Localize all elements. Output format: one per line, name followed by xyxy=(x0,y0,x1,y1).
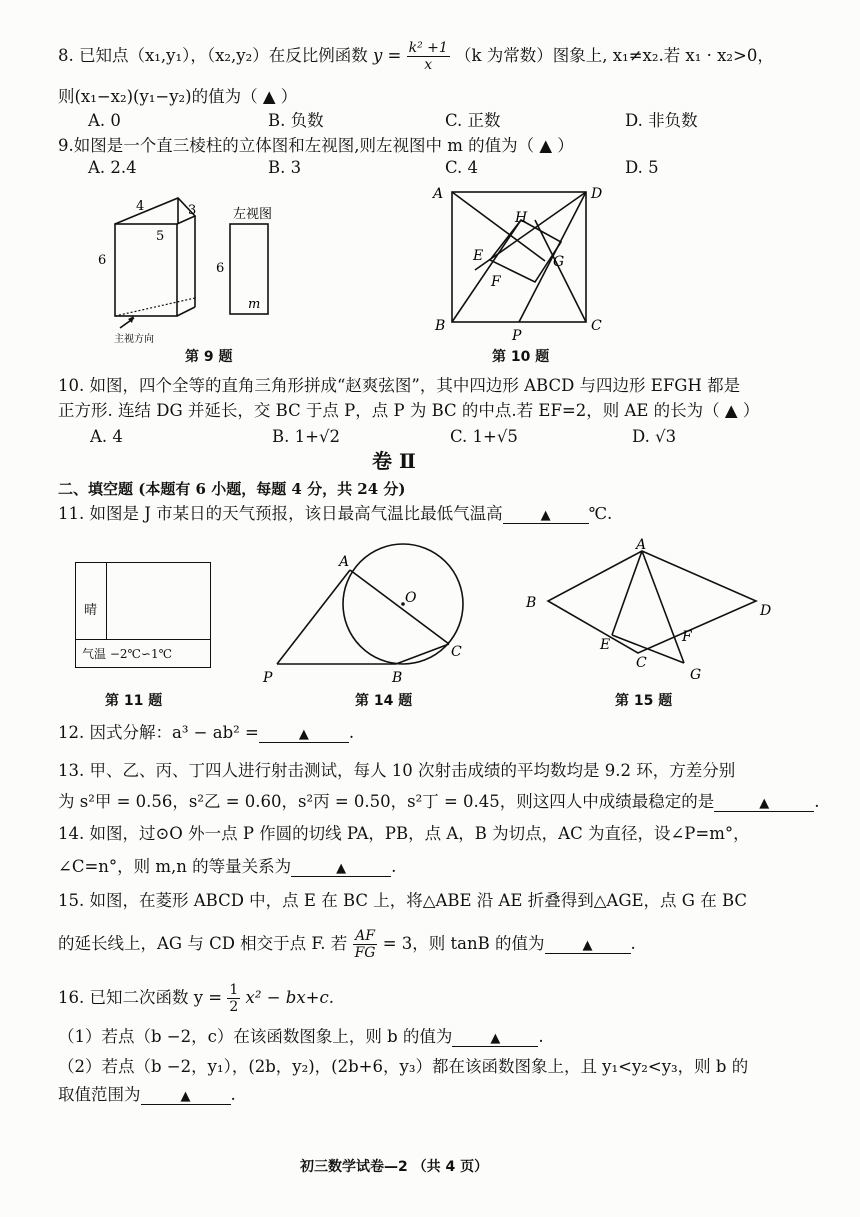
q14-caption: 第 14 题 xyxy=(355,693,413,709)
q16-p2-text: 取值范围为 xyxy=(58,1085,141,1104)
label-4: 4 xyxy=(136,199,145,214)
q11-text: 11. 如图是 J 市某日的天气预报，该日最高气温比最低气温高 xyxy=(58,504,503,523)
q15-blank: ▲ xyxy=(545,935,631,954)
q14-figure xyxy=(255,540,480,690)
q10-line2: 正方形. 连结 DG 并延长，交 BC 于点 P，点 P 为 BC 的中点.若 EF=2，则 AE 的长为（ ▲ ） xyxy=(58,401,760,420)
q10-option-b: B. 1+√2 xyxy=(272,427,340,446)
line-ag xyxy=(642,551,684,663)
q15-line1: 15. 如图，在菱形 ABCD 中，点 E 在 BC 上，将△ABE 沿 AE 折叠得到△AGE，点 G 在 BC xyxy=(58,891,748,910)
q16-p1-blank: ▲ xyxy=(452,1028,538,1047)
q15-fraction: $\frac{AF}{FG}$ xyxy=(354,928,376,961)
section2-header: 二、填空题 (本题有 6 小题，每题 4 分，共 24 分) xyxy=(58,480,406,498)
q14-text: ∠C=n°，则 m,n 的等量关系为 xyxy=(58,857,292,876)
label-D: D xyxy=(591,186,603,202)
q15-end: . xyxy=(630,934,636,953)
q10-option-c: C. 1+√5 xyxy=(450,427,518,446)
label-D: D xyxy=(760,603,772,619)
prism-top xyxy=(115,198,195,224)
label-P: P xyxy=(512,328,522,344)
label-B: B xyxy=(435,318,446,334)
q8-fraction: $\frac{\text{k² +1}}{x}$ xyxy=(408,40,448,73)
q12-blank: ▲ xyxy=(259,724,349,743)
line-ae xyxy=(612,551,642,635)
q11-unit: ℃. xyxy=(588,504,613,523)
q11-blank: ▲ xyxy=(503,505,589,524)
q16-p2-blank: ▲ xyxy=(141,1086,231,1105)
q14-line2 xyxy=(58,856,396,878)
label-m: m xyxy=(248,297,261,312)
q8-y-eq: y = xyxy=(372,46,402,65)
q16-text-b: x² − bx+c. xyxy=(245,988,334,1007)
label-C: C xyxy=(451,644,462,660)
q8-line1-b: （k 为常数）图象上, x₁≠x₂.若 x₁ · x₂>0， xyxy=(455,46,774,65)
label-B: B xyxy=(526,595,537,611)
q16-p2-end: . xyxy=(230,1085,236,1104)
q11-line xyxy=(58,503,612,525)
q15-text-a: 的延长线上，AG 与 CD 相交于点 F. 若 xyxy=(58,934,348,953)
q16-text-a: 16. 已知二次函数 y = xyxy=(58,988,223,1007)
label-5: 5 xyxy=(156,229,165,244)
q13-line1: 13. 甲、乙、丙、丁四人进行射击测试，每人 10 次射击成绩的平均数均是 9.2 环，方差分别 xyxy=(58,761,736,780)
q8-line1-a: 8. 已知点（x₁,y₁），（x₂,y₂）在反比例函数 xyxy=(58,46,368,65)
q15-line2 xyxy=(58,928,636,961)
prism-front-face xyxy=(115,224,177,316)
q10-option-a: A. 4 xyxy=(90,427,123,446)
q14-blank: ▲ xyxy=(291,858,391,877)
diameter-ac xyxy=(350,570,449,644)
q16-line1 xyxy=(58,982,334,1015)
label-F: F xyxy=(682,629,692,645)
label-P: P xyxy=(263,670,273,686)
label-left-view: 左视图 xyxy=(233,207,273,222)
q9-text: 9.如图是一个直三棱柱的立体图和左视图,则左视图中 m 的值为（ ▲ ） xyxy=(58,136,574,155)
section-title: 卷 Ⅱ xyxy=(372,449,416,473)
q16-fraction: $\frac{1}{2}$ xyxy=(229,982,239,1015)
q12-line xyxy=(58,722,354,744)
q14-line1: 14. 如图，过⊙O 外一点 P 作圆的切线 PA，PB，点 A，B 为切点，AC 为直径，设∠P=m°， xyxy=(58,824,750,843)
q16-p1-text: （1）若点（b −2，c）在该函数图象上，则 b 的值为 xyxy=(58,1027,453,1046)
q8-line2: 则(x₁−x₂)(y₁−y₂)的值为（ ▲ ） xyxy=(58,87,298,106)
label-B: B xyxy=(392,670,403,686)
label-G: G xyxy=(553,254,565,270)
q15-text-b: = 3，则 tanB 的值为 xyxy=(382,934,545,953)
tangent-pa xyxy=(277,570,350,664)
q12-end: . xyxy=(348,723,355,742)
q15-figure xyxy=(520,535,780,685)
weather-sunny: 晴 xyxy=(84,603,98,618)
label-O: O xyxy=(405,590,417,606)
label-C: C xyxy=(591,318,602,334)
q9-option-d: D. 5 xyxy=(625,158,659,177)
q10-line1: 10. 如图，四个全等的直角三角形拼成“赵爽弦图”，其中四边形 ABCD 与四边形 EFGH 都是 xyxy=(58,376,741,395)
q16-part2-line1: （2）若点（b −2，y₁），(2b，y₂)，(2b+6，y₃）都在该函数图象上，且 y₁<y₂<y₃，则 b 的 xyxy=(58,1057,749,1076)
q12-text: 12. 因式分解：a³ − ab² = xyxy=(58,723,259,742)
label-main-dir: 主视方向 xyxy=(114,334,154,345)
q11-caption: 第 11 题 xyxy=(105,693,163,709)
q8-option-c: C. 正数 xyxy=(445,111,501,130)
rhombus-abcd xyxy=(548,551,756,653)
q10-option-d: D. √3 xyxy=(632,427,677,446)
q13-line2 xyxy=(58,791,820,813)
temp-cell xyxy=(76,639,210,668)
q9-figure xyxy=(90,190,320,350)
q9-option-b: B. 3 xyxy=(268,158,302,177)
q16-part2-line2 xyxy=(58,1084,236,1106)
q16-p1-end: . xyxy=(538,1027,544,1046)
label-left-6: 6 xyxy=(216,261,225,276)
q10-figure xyxy=(425,180,615,350)
label-C: C xyxy=(636,655,647,671)
label-A: A xyxy=(636,537,647,553)
page-footer: 初三数学试卷—2 （共 4 页） xyxy=(300,1159,489,1175)
q9-option-a: A. 2.4 xyxy=(88,158,137,177)
weather-forecast-box xyxy=(75,562,211,668)
label-F: F xyxy=(491,274,501,290)
weather-cell xyxy=(76,563,107,639)
q16-part1 xyxy=(58,1026,544,1048)
label-H: H xyxy=(515,210,528,226)
q13-end: . xyxy=(814,792,820,811)
q10-caption: 第 10 题 xyxy=(492,349,550,365)
q13-blank: ▲ xyxy=(714,793,814,812)
q9-option-c: C. 4 xyxy=(445,158,479,177)
label-E: E xyxy=(600,637,611,653)
label-G: G xyxy=(690,667,702,683)
label-E: E xyxy=(473,248,484,264)
line-eg xyxy=(612,635,684,663)
temp-range: 气温 −2℃∽1℃ xyxy=(82,647,173,661)
q14-end: . xyxy=(391,857,397,876)
label-A: A xyxy=(339,554,350,570)
q8-line1 xyxy=(58,40,774,73)
q15-caption: 第 15 题 xyxy=(615,693,673,709)
q8-option-a: A. 0 xyxy=(88,111,121,130)
q8-option-b: B. 负数 xyxy=(268,111,324,130)
q13-text: 为 s²甲 = 0.56，s²乙 = 0.60，s²丙 = 0.50，s²丁 = 0.45，则这四人中成绩最稳定的是 xyxy=(58,792,715,811)
label-3: 3 xyxy=(188,203,197,218)
label-6: 6 xyxy=(98,253,107,268)
q8-option-d: D. 非负数 xyxy=(625,111,698,130)
q9-caption: 第 9 题 xyxy=(185,349,233,365)
label-A: A xyxy=(433,186,444,202)
